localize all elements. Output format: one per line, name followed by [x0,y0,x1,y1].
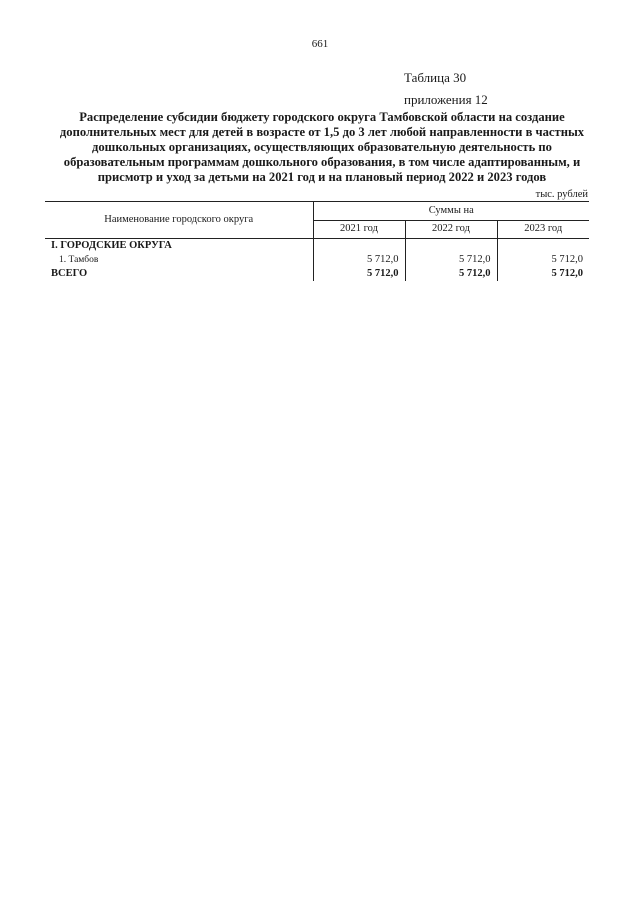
table-row [45,253,589,267]
subsidy-table [45,201,589,281]
value-2021: 5 712,0 [313,253,405,267]
table-caption: Таблица 30 [404,70,467,85]
header-year-2021: 2021 год [313,220,405,239]
district-name: 1. Тамбов [45,253,313,267]
total-2021: 5 712,0 [313,267,405,281]
page-number: 661 [311,38,329,50]
document-title: Распределение субсидии бюджету городского округа Тамбовской области на создание дополнительных мест для детей в возрасте от 1,5 до 3 лет любой направленности в частных дошкольных организациях, осуществляющих образовательную деятельность по образовательным программам дошкольного образования, в том числе адаптированным, и присмотр и уход за детьми на 2021 год и на плановый период 2022 и 2023 годов [59,110,585,184]
total-label: ВСЕГО [45,267,313,281]
header-year-2023: 2023 год [497,220,589,239]
header-district-name: Наименование городского округа [45,202,313,239]
total-2022: 5 712,0 [405,267,497,281]
appendix-caption: приложения 12 [404,92,488,107]
group-row [45,239,589,254]
header-row [45,202,589,221]
group-label: I. ГОРОДСКИЕ ОКРУГА [45,239,313,254]
value-2022: 5 712,0 [405,253,497,267]
header-year-2022: 2022 год [405,220,497,239]
units-label: тыс. рублей [535,189,588,200]
header-sums: Суммы на [313,202,589,221]
value-2023: 5 712,0 [551,254,583,265]
total-2023: 5 712,0 [551,268,583,279]
total-row [45,267,589,281]
